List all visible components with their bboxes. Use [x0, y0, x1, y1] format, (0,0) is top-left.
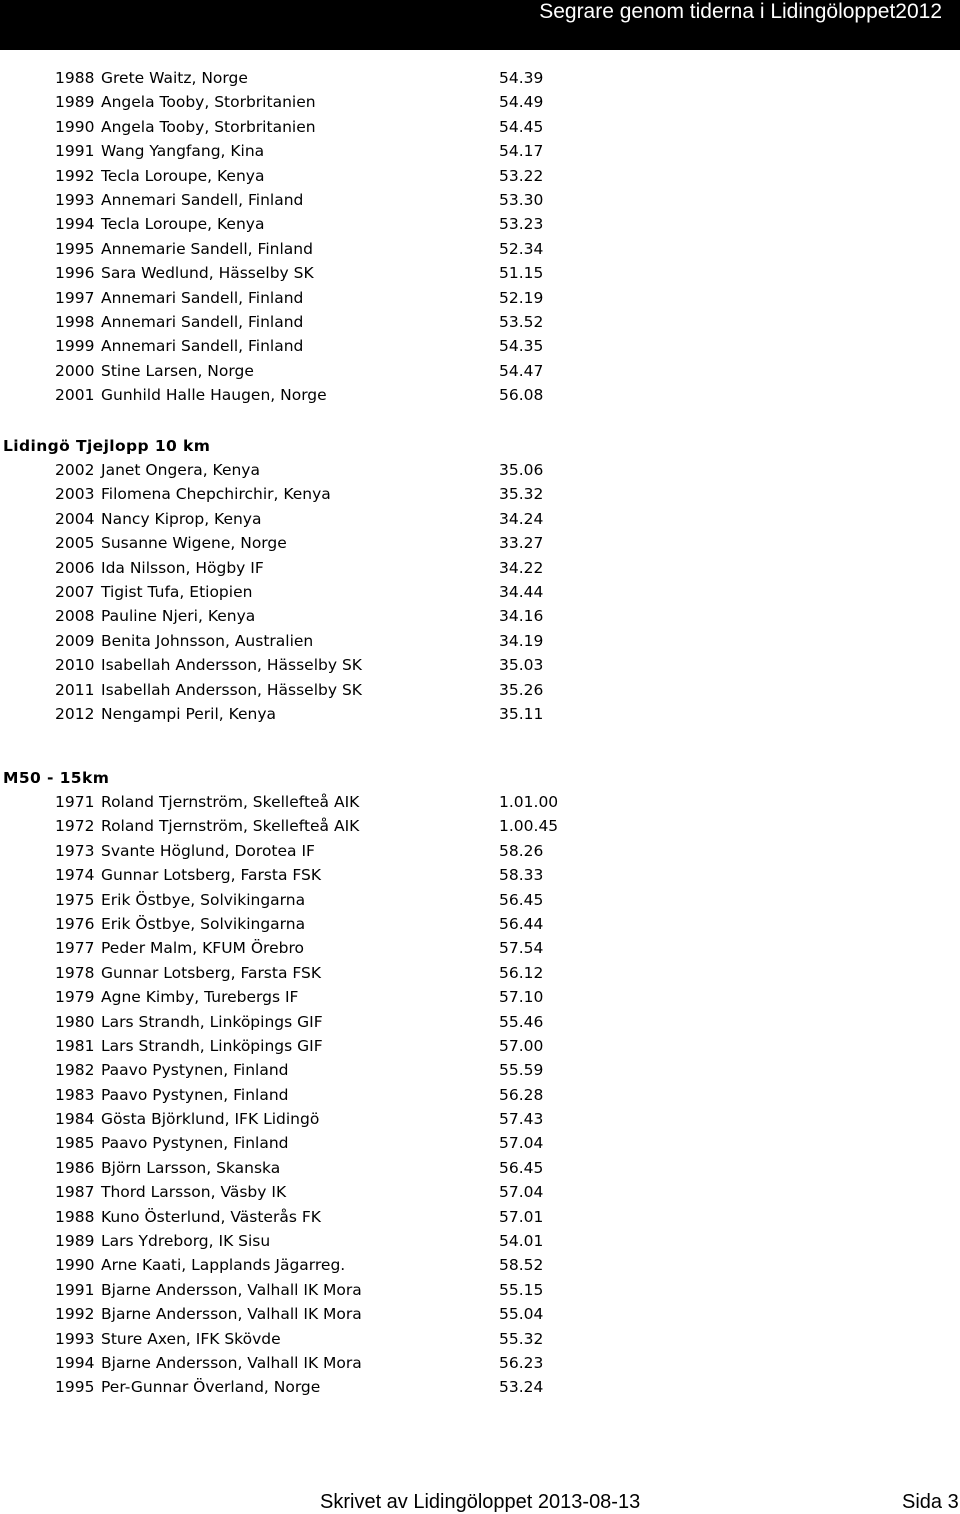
result-year: 2005: [55, 534, 95, 553]
result-year: 1991: [55, 142, 95, 161]
result-winner: Isabellah Andersson, Hässelby SK: [101, 656, 362, 675]
result-year: 1990: [55, 117, 95, 136]
result-winner: Annemari Sandell, Finland: [101, 312, 304, 331]
result-winner: Paavo Pystynen, Finland: [101, 1134, 289, 1153]
result-year: 1981: [55, 1036, 95, 1055]
result-winner: Tecla Loroupe, Kenya: [101, 166, 265, 185]
result-row: [0, 237, 960, 261]
result-row: [0, 1156, 960, 1180]
result-winner: Nengampi Peril, Kenya: [101, 704, 277, 723]
result-time: 53.23: [499, 215, 544, 234]
result-row: [0, 1278, 960, 1302]
result-time: 54.49: [499, 93, 544, 112]
result-winner: Isabellah Andersson, Hässelby SK: [101, 680, 362, 699]
result-time: 57.04: [499, 1134, 544, 1153]
result-row: [0, 507, 960, 531]
result-row: [0, 188, 960, 212]
result-year: 1995: [55, 239, 95, 258]
result-time: 57.43: [499, 1110, 544, 1129]
result-time: 54.17: [499, 142, 544, 161]
result-row: [0, 912, 960, 936]
result-year: 2011: [55, 680, 95, 699]
result-winner: Sara Wedlund, Hässelby SK: [101, 264, 314, 283]
result-row: [0, 212, 960, 236]
result-row: [0, 139, 960, 163]
result-row: [0, 482, 960, 506]
result-time: 54.01: [499, 1232, 544, 1251]
result-winner: Ida Nilsson, Högby IF: [101, 558, 264, 577]
result-winner: Filomena Chepchirchir, Kenya: [101, 485, 331, 504]
result-time: 57.54: [499, 939, 544, 958]
result-row: [0, 961, 960, 985]
result-row: [0, 888, 960, 912]
result-time: 56.23: [499, 1353, 544, 1372]
result-winner: Arne Kaati, Lapplands Jägarreg.: [101, 1256, 346, 1275]
result-time: 57.01: [499, 1207, 544, 1226]
result-row: [0, 1058, 960, 1082]
result-time: 52.34: [499, 239, 544, 258]
result-year: 1979: [55, 988, 95, 1007]
section-heading-tjejlopp: Lidingö Tjejlopp 10 km: [3, 437, 211, 455]
result-time: 34.16: [499, 607, 544, 626]
result-time: 55.15: [499, 1280, 544, 1299]
result-year: 1971: [55, 793, 95, 811]
result-year: 2001: [55, 386, 95, 405]
result-year: 1984: [55, 1110, 95, 1129]
result-row: [0, 1180, 960, 1204]
result-winner: Gösta Björklund, IFK Lidingö: [101, 1110, 320, 1129]
results-section-women: [0, 66, 960, 407]
result-winner: Annemarie Sandell, Finland: [101, 239, 313, 258]
result-winner: Bjarne Andersson, Valhall IK Mora: [101, 1305, 362, 1324]
result-time: 1.00.45: [499, 817, 559, 836]
result-year: 1982: [55, 1061, 95, 1080]
page-header: [0, 0, 960, 50]
result-year: 1992: [55, 166, 95, 185]
result-year: 1975: [55, 890, 95, 909]
result-row: [0, 359, 960, 383]
result-year: 2000: [55, 361, 95, 380]
result-winner: Tigist Tufa, Etiopien: [101, 582, 253, 601]
result-row: [0, 1034, 960, 1058]
result-year: 2002: [55, 461, 95, 479]
result-year: 1989: [55, 1232, 95, 1251]
result-winner: Lars Strandh, Linköpings GIF: [101, 1036, 323, 1055]
result-time: 1.01.00: [499, 793, 559, 811]
result-row: [0, 1229, 960, 1253]
result-winner: Erik Östbye, Solvikingarna: [101, 914, 306, 933]
result-row: [0, 531, 960, 555]
result-row: [0, 90, 960, 114]
result-winner: Roland Tjernström, Skellefteå AIK: [101, 817, 360, 836]
result-row: [0, 580, 960, 604]
result-time: 35.03: [499, 656, 544, 675]
result-time: 54.35: [499, 337, 544, 356]
result-time: 55.59: [499, 1061, 544, 1080]
result-winner: Thord Larsson, Väsby IK: [101, 1183, 287, 1202]
result-row: [0, 1083, 960, 1107]
result-winner: Lars Ydreborg, IK Sisu: [101, 1232, 271, 1251]
results-section-tjejlopp: [0, 458, 960, 726]
result-row: [0, 164, 960, 188]
result-year: 1988: [55, 1207, 95, 1226]
result-time: 54.45: [499, 117, 544, 136]
result-time: 57.10: [499, 988, 544, 1007]
result-time: 34.22: [499, 558, 544, 577]
result-year: 1989: [55, 93, 95, 112]
result-winner: Angela Tooby, Storbritanien: [101, 117, 316, 136]
result-row: [0, 1327, 960, 1351]
result-winner: Lars Strandh, Linköpings GIF: [101, 1012, 323, 1031]
result-winner: Bjarne Andersson, Valhall IK Mora: [101, 1280, 362, 1299]
result-winner: Wang Yangfang, Kina: [101, 142, 265, 161]
result-year: 1994: [55, 215, 95, 234]
result-winner: Nancy Kiprop, Kenya: [101, 509, 262, 528]
result-winner: Per-Gunnar Överland, Norge: [101, 1378, 321, 1397]
result-row: [0, 653, 960, 677]
result-year: 1980: [55, 1012, 95, 1031]
result-winner: Sture Axen, IFK Skövde: [101, 1329, 281, 1348]
result-winner: Roland Tjernström, Skellefteå AIK: [101, 793, 360, 811]
result-time: 35.32: [499, 485, 544, 504]
result-time: 51.15: [499, 264, 544, 283]
result-row: [0, 1253, 960, 1277]
result-year: 2012: [55, 704, 95, 723]
result-time: 58.33: [499, 866, 544, 885]
result-year: 1999: [55, 337, 95, 356]
result-time: 56.45: [499, 890, 544, 909]
document-title: Segrare genom tiderna i Lidingöloppet2012: [539, 0, 942, 23]
result-row: [0, 702, 960, 726]
result-time: 53.22: [499, 166, 544, 185]
result-row: [0, 1107, 960, 1131]
result-year: 1992: [55, 1305, 95, 1324]
result-time: 55.32: [499, 1329, 544, 1348]
result-row: [0, 1302, 960, 1326]
result-year: 1977: [55, 939, 95, 958]
result-time: 35.26: [499, 680, 544, 699]
result-row: [0, 985, 960, 1009]
result-winner: Pauline Njeri, Kenya: [101, 607, 256, 626]
result-winner: Janet Ongera, Kenya: [101, 461, 260, 479]
result-time: 56.45: [499, 1158, 544, 1177]
section-heading-m50: M50 - 15km: [3, 769, 110, 787]
footer-page-number: Sida 3: [902, 1491, 959, 1513]
result-row: [0, 458, 960, 482]
result-time: 56.08: [499, 386, 544, 405]
result-row: [0, 1351, 960, 1375]
result-time: 33.27: [499, 534, 544, 553]
footer-written-by: Skrivet av Lidingöloppet 2013-08-13: [320, 1491, 641, 1513]
result-winner: Kuno Österlund, Västerås FK: [101, 1207, 321, 1226]
result-winner: Paavo Pystynen, Finland: [101, 1061, 289, 1080]
result-time: 53.52: [499, 312, 544, 331]
result-year: 1997: [55, 288, 95, 307]
result-row: [0, 286, 960, 310]
result-winner: Benita Johnsson, Australien: [101, 631, 314, 650]
result-time: 34.44: [499, 582, 544, 601]
result-winner: Paavo Pystynen, Finland: [101, 1085, 289, 1104]
result-winner: Björn Larsson, Skanska: [101, 1158, 281, 1177]
result-year: 2006: [55, 558, 95, 577]
result-time: 35.06: [499, 461, 544, 479]
result-year: 1996: [55, 264, 95, 283]
result-row: [0, 310, 960, 334]
result-winner: Tecla Loroupe, Kenya: [101, 215, 265, 234]
result-year: 1993: [55, 190, 95, 209]
result-winner: Gunhild Halle Haugen, Norge: [101, 386, 327, 405]
result-time: 57.00: [499, 1036, 544, 1055]
result-year: 1983: [55, 1085, 95, 1104]
result-year: 1994: [55, 1353, 95, 1372]
result-time: 52.19: [499, 288, 544, 307]
result-time: 56.44: [499, 914, 544, 933]
result-year: 1987: [55, 1183, 95, 1202]
result-year: 1974: [55, 866, 95, 885]
results-section-m50: [0, 790, 960, 1400]
result-winner: Annemari Sandell, Finland: [101, 337, 304, 356]
result-row: [0, 814, 960, 838]
result-year: 2010: [55, 656, 95, 675]
result-row: [0, 678, 960, 702]
result-winner: Bjarne Andersson, Valhall IK Mora: [101, 1353, 362, 1372]
result-time: 53.30: [499, 190, 544, 209]
result-year: 1978: [55, 963, 95, 982]
result-time: 53.24: [499, 1378, 544, 1397]
result-row: [0, 604, 960, 628]
result-row: [0, 66, 960, 90]
result-row: [0, 790, 960, 814]
result-year: 1973: [55, 841, 95, 860]
result-winner: Svante Höglund, Dorotea IF: [101, 841, 315, 860]
result-year: 1991: [55, 1280, 95, 1299]
result-row: [0, 115, 960, 139]
result-winner: Angela Tooby, Storbritanien: [101, 93, 316, 112]
result-year: 1990: [55, 1256, 95, 1275]
result-time: 54.47: [499, 361, 544, 380]
result-winner: Agne Kimby, Turebergs IF: [101, 988, 299, 1007]
result-row: [0, 334, 960, 358]
result-time: 56.12: [499, 963, 544, 982]
result-row: [0, 839, 960, 863]
result-year: 1995: [55, 1378, 95, 1397]
result-time: 58.26: [499, 841, 544, 860]
result-year: 2008: [55, 607, 95, 626]
result-time: 55.04: [499, 1305, 544, 1324]
result-year: 2004: [55, 509, 95, 528]
result-winner: Susanne Wigene, Norge: [101, 534, 287, 553]
result-row: [0, 556, 960, 580]
result-winner: Erik Östbye, Solvikingarna: [101, 890, 306, 909]
result-winner: Grete Waitz, Norge: [101, 69, 248, 87]
result-time: 34.19: [499, 631, 544, 650]
result-winner: Stine Larsen, Norge: [101, 361, 254, 380]
result-winner: Gunnar Lotsberg, Farsta FSK: [101, 963, 322, 982]
result-row: [0, 629, 960, 653]
result-winner: Annemari Sandell, Finland: [101, 190, 304, 209]
result-time: 58.52: [499, 1256, 544, 1275]
result-winner: Annemari Sandell, Finland: [101, 288, 304, 307]
result-row: [0, 1375, 960, 1399]
result-time: 54.39: [499, 69, 544, 87]
result-time: 55.46: [499, 1012, 544, 1031]
result-row: [0, 383, 960, 407]
result-year: 2003: [55, 485, 95, 504]
result-time: 56.28: [499, 1085, 544, 1104]
result-year: 2009: [55, 631, 95, 650]
result-year: 1986: [55, 1158, 95, 1177]
result-winner: Peder Malm, KFUM Örebro: [101, 939, 304, 958]
result-row: [0, 936, 960, 960]
result-year: 1988: [55, 69, 95, 87]
result-row: [0, 1010, 960, 1034]
result-row: [0, 863, 960, 887]
result-year: 1985: [55, 1134, 95, 1153]
result-time: 34.24: [499, 509, 544, 528]
result-row: [0, 1205, 960, 1229]
result-year: 1976: [55, 914, 95, 933]
result-row: [0, 261, 960, 285]
result-row: [0, 1131, 960, 1155]
result-time: 57.04: [499, 1183, 544, 1202]
result-year: 1998: [55, 312, 95, 331]
result-winner: Gunnar Lotsberg, Farsta FSK: [101, 866, 322, 885]
result-year: 1972: [55, 817, 95, 836]
result-year: 1993: [55, 1329, 95, 1348]
result-year: 2007: [55, 582, 95, 601]
result-time: 35.11: [499, 704, 544, 723]
